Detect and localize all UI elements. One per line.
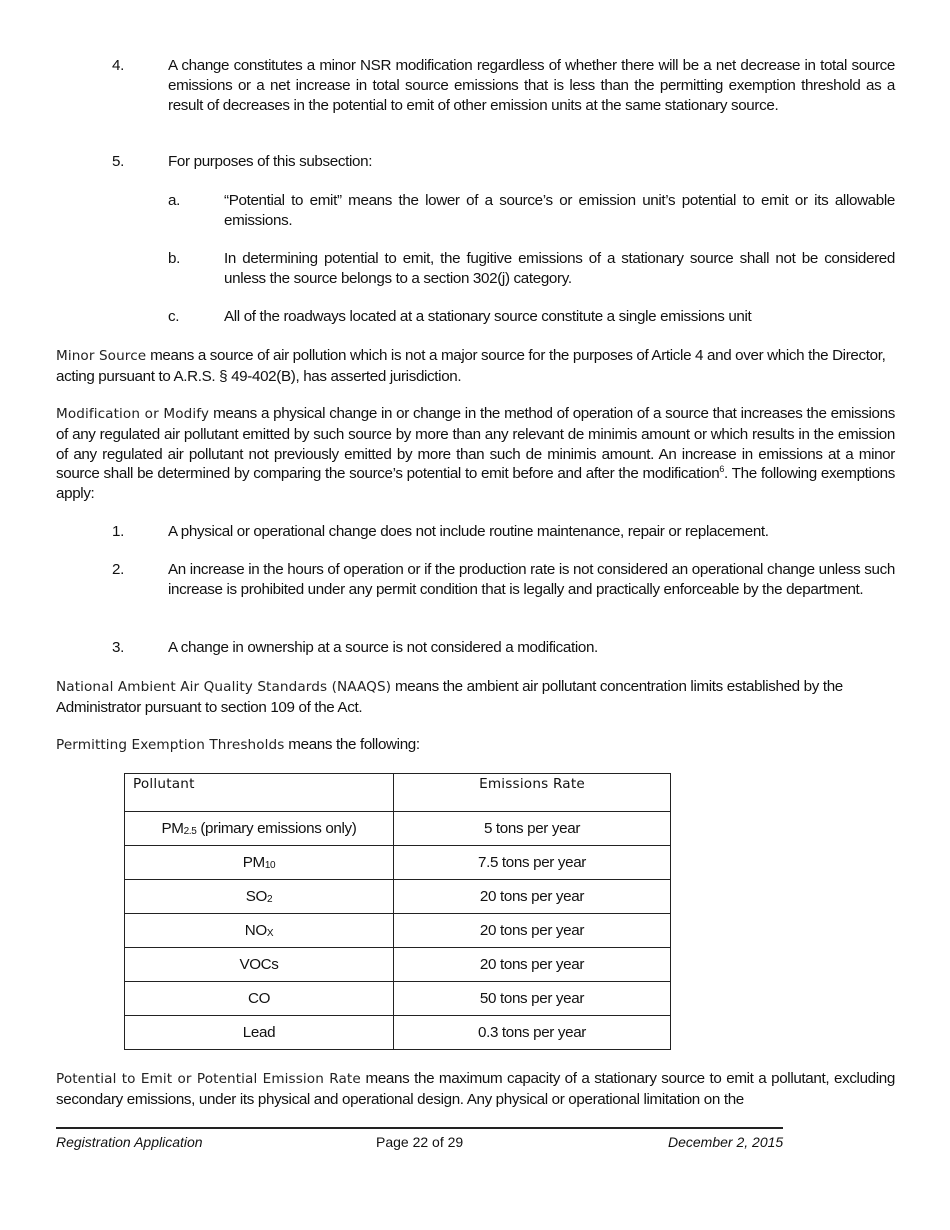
rate-cell: 7.5 tons per year [394,846,671,880]
pollutant-subscript: 2.5 [183,826,197,837]
table-row [125,948,671,982]
definition-text: means the ambient air pollutant concentration limits established by the Administrator pursuant to section 109 of the Act. [56,678,843,716]
table-row [125,914,671,948]
pollutant-cell: Lead [125,1016,394,1050]
rate-cell: 0.3 tons per year [394,1016,671,1050]
footer-page-number: Page 22 of 29 [376,1134,464,1150]
definition-term: Modification or Modify [56,406,210,422]
table-row [125,1016,671,1050]
permitting-thresholds-table [124,773,671,1050]
pollutant-subscript: 10 [264,860,276,871]
naaqs-definition [56,677,895,718]
rate-cell: 20 tons per year [394,948,671,982]
list-item-4-text: A change constitutes a minor NSR modification regardless of whether there will be a net decrease in total source emissions or a net increase in total source emissions that is less than the permitting exemption threshold as a result of decreases in the potential to emit of other emission units at the same stationary source. [168,57,895,114]
pollutant-cell [125,846,394,880]
definition-text: means a physical change in or change in the method of operation of a source that increases the emissions of any regulated air pollutant emitted by such source by more than any relevant de minimis amount or which results in the emission of any regulated air pollutant not previously emitted by more than such de minimis amount. An increase in emissions at a minor source shall be determined by comparing the source’s potential to emit before and after the modification [56,405,895,483]
definition-term: Potential to Emit or Potential Emission Rate [56,1071,361,1087]
definition-term: Minor Source [56,348,147,364]
exemption-item-2-text: An increase in the hours of operation or if the production rate is not considered an operational change unless such increase is prohibited under any permit condition that is legally and practically enforceable by the department. [168,561,895,598]
table-row [125,982,671,1016]
pollutant-subscript: 2 [267,894,273,905]
table-header-row [125,774,671,812]
column-header-emissions-rate: Emissions Rate [394,774,671,812]
definition-text: means the following: [284,736,420,753]
sub-letter-c: c. [168,308,180,325]
footer-date: December 2, 2015 [668,1134,784,1150]
list-number-4: 4. [112,57,125,74]
pollutant-name: NO [244,922,267,939]
definition-text-after: . The following exemptions apply: [56,465,896,503]
pollutant-cell [125,812,394,846]
list-number-2: 2. [112,561,125,578]
minor-source-definition [56,346,895,387]
pollutant-cell: CO [125,982,394,1016]
definition-text: means the maximum capacity of a stationary source to emit a pollutant, excluding secondary emissions, under its physical and operational design. Any physical or operational limitation on the [56,1070,895,1108]
pollutant-name: SO [245,888,268,905]
definition-term: Permitting Exemption Thresholds [56,737,285,753]
definition-text: means a source of air pollution which is not a major source for the purposes of Article 4 and over which the Director, acting pursuant to A.R.S. § 49-402(B), has asserted jurisdiction. [56,347,886,385]
pollutant-note: (primary emissions only) [196,820,357,837]
rate-cell: 20 tons per year [394,914,671,948]
pollutant-cell [125,914,394,948]
sub-letter-b: b. [168,250,181,267]
rate-cell: 20 tons per year [394,880,671,914]
potential-to-emit-definition [56,1069,895,1110]
permitting-thresholds-definition [56,735,895,756]
table-row [125,812,671,846]
rate-cell: 5 tons per year [394,812,671,846]
exemption-item-3-text: A change in ownership at a source is not considered a modification. [168,639,598,656]
sub-item-a-text: “Potential to emit” means the lower of a source’s or emission unit’s potential to emit or its allowable emissions. [224,192,895,229]
column-header-pollutant: Pollutant [125,774,394,812]
definition-term: National Ambient Air Quality Standards (NAAQS) [56,679,392,695]
sub-item-b-text: In determining potential to emit, the fugitive emissions of a stationary source shall not be considered unless the source belongs to a section 302(j) category. [224,250,895,287]
list-item-5-text: For purposes of this subsection: [168,153,373,170]
pollutant-cell: VOCs [125,948,394,982]
modification-definition [56,404,895,504]
sub-item-c-text: All of the roadways located at a stationary source constitute a single emissions unit [224,308,752,325]
sub-letter-a: a. [168,192,181,209]
exemption-item-1-text: A physical or operational change does not include routine maintenance, repair or replacement. [168,523,769,540]
list-number-3: 3. [112,639,125,656]
table-row [125,880,671,914]
table-row [125,846,671,880]
list-number-1: 1. [112,523,125,540]
pollutant-subscript: X [266,928,274,939]
list-number-5: 5. [112,153,125,170]
pollutant-name: PM [242,854,265,871]
pollutant-cell [125,880,394,914]
rate-cell: 50 tons per year [394,982,671,1016]
footnote-ref[interactable]: 6 [719,464,725,475]
footer-document-title: Registration Application [56,1134,203,1150]
pollutant-name: PM [161,820,184,837]
footer-rule [56,1127,783,1129]
